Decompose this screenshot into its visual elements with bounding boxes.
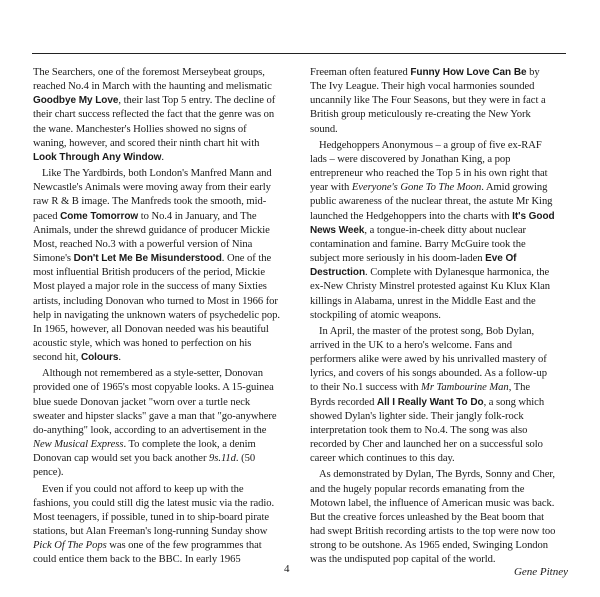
song-title-italic: Mr Tambourine Man — [421, 382, 509, 394]
price: 9s.11d — [209, 453, 236, 465]
publication-title: New Musical Express — [33, 439, 124, 451]
song-title: All I Really Want To Do — [376, 396, 484, 408]
footer-artist-name: Gene Pitney — [513, 566, 568, 578]
paragraph-manfred-animals: Like The Yardbirds, both London's Manfred Mann and Newcastle's Animals were moving away from their early raw R & B image. The Manfreds took the smooth, mid-paced Come Tomorrow to No.4 in January, and The Animals, under the shrewd guidance of producer Mickie Most, reached No.3 with a powerful version of Nina Simone's Don't Let Me Be Misunderstood. One of the most influential British producers of the period, Mickie Most played a major role in the success of many Sixties artists, including Donovan who turned to Most in 1966 for help in navigating the unknown waters of psychedelic pop. In 1965, however, all Donovan needed was his beautiful acoustic style, which was honed to perfection on his second hit, Colours. — [33, 168, 280, 364]
page-number: 4 — [284, 563, 290, 575]
song-title: Look Through Any Window — [33, 151, 162, 163]
paragraph-donovan-look: Although not remembered as a style-setter, Donovan provided one of 1965's most copyable looks. A 15-guinea blue suede Donovan jacket "worn over a turtle neck sweater and hipster slacks" gave a man that "go-anywhere do-anything" look, according to an advertisement in the New Musical Express. To complete the look, a denim Donovan cap would set you back another 9s.11d. (50 pence). — [33, 368, 277, 479]
song-title: Goodbye My Love — [33, 95, 119, 107]
paragraph-hedgehoppers: Hedgehoppers Anonymous – a group of five ex-RAF lads – were discovered by Jonathan King, a pop entrepreneur who reached the Top 5 in his own right that year with Everyone's Gone To The Moon. Amid growing public awareness of the nuclear threat, the astute Mr King launched the Hedgehoppers into the charts with It's Good News Week, a tongue-in-cheek ditty about nuclear contamination and famine. Barry McGuire took the subject more seriously in his doom-laden Eve Of Destruction. Complete with Dylanesque harmonica, the ex-New Christy Minstrel protested against Ku Klux Klan killings in Alabama, unrest in the Middle East and the stockpiling of atomic weapons. — [310, 139, 555, 321]
song-title: Eve Of Destruction — [310, 253, 517, 279]
song-title: Funny How Love Can Be — [410, 67, 527, 78]
song-title: Don't Let Me Be Misunderstood — [73, 253, 222, 265]
paragraph-searchers: The Searchers, one of the foremost Merseybeat groups, reached No.4 in March with the haunting and melismatic Goodbye My Love, their last Top 5 entry. The decline of their chart success reflected the fact that the genre was on the wane. Manchester's Hollies showed no signs of waning, however, and scored their ninth chart hit with Look Through Any Window. — [33, 67, 276, 163]
right-column — [310, 66, 557, 569]
song-title: Come Tomorrow — [60, 210, 139, 222]
left-column — [33, 66, 280, 569]
show-title: Pick Of The Pops — [33, 540, 107, 552]
paragraph-swinging-london: As demonstrated by Dylan, The Byrds, Sonny and Cher, and the hugely popular records emanating from the Motown label, the influence of American music was back. But the creative forces unleashed by the Beat boom that had swept British recording artists to the top were now too strong to be outshone. As 1965 ended, Swinging London was the undisputed pop capital of the world. — [310, 469, 556, 566]
paragraph-ivy-league: Freeman often featured Funny How Love Can Be by The Ivy League. Their high vocal harmonies sounded uncannily like The Four Seasons, but they were in fact a British group meticulously re-creating the New York sound. — [310, 67, 546, 135]
song-title: It's Good News Week — [310, 210, 555, 236]
header-rule — [32, 53, 566, 54]
song-title: Colours — [80, 352, 119, 364]
song-title-italic: Everyone's Gone To The Moon — [351, 182, 482, 194]
paragraph-radio: Even if you could not afford to keep up with the fashions, you could still dig the latest music via the radio. Most teenagers, if possible, tuned in to ship-board pirate stations, but Alan Freeman's long-running Sunday show Pick Of The Pops was one of the few programmes that could entice them back to the BBC. In early 1965 — [33, 483, 275, 566]
paragraph-dylan: In April, the master of the protest song, Bob Dylan, arrived in the UK to a hero's welcome. Fans and performers alike were awed by his unrivalled mastery of lyrics, and covers of his songs abounded. As a follow-up to their No.1 success with Mr Tambourine Man, The Byrds recorded All I Really Want To Do, a song which showed Dylan's lighter side. Their jangly folk-rock interpretation took them to No.4. The song was also recorded by Cher and launched her on a successful solo career which continues to this day. — [310, 325, 547, 465]
